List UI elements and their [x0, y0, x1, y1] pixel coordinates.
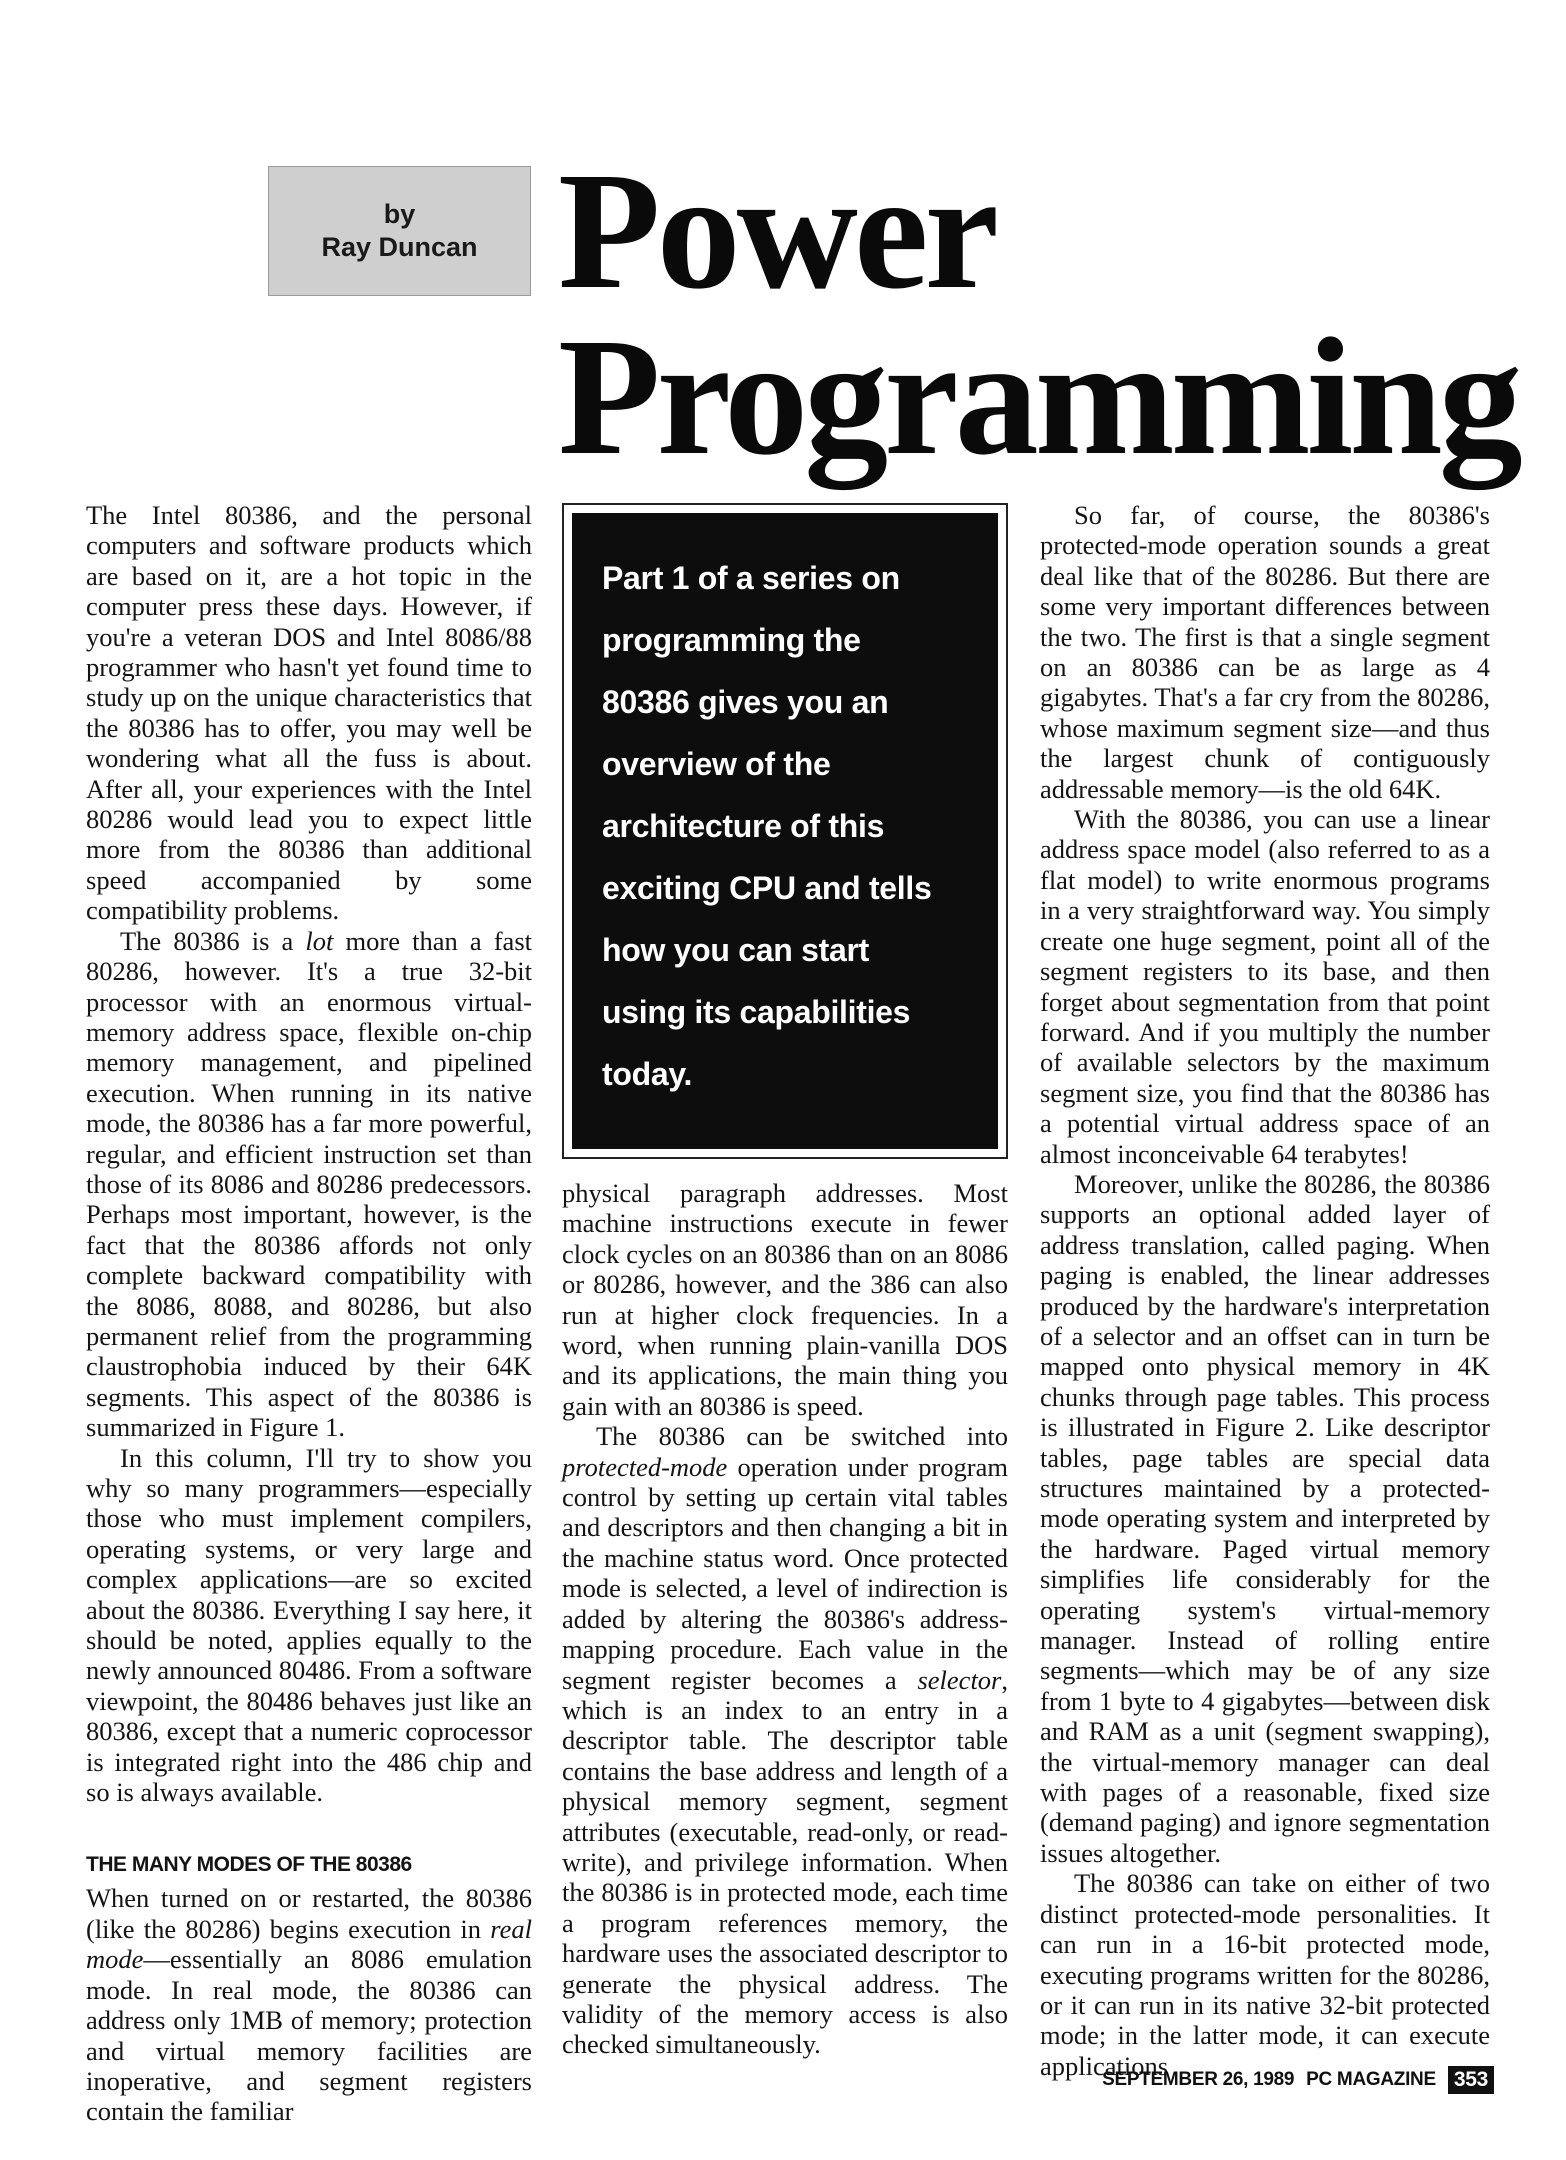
right-paragraph-2: With the 80386, you can use a linear address space model (also referred to as a flat model) to write enormous programs in a very straightforward way. You simply create one huge segment, point all of the segment registers to its base, and then forget about segmentation from that point forward. And if you multiply the number of available selectors by the maximum segment size, you find that the 80386 has a potential virtual address space of an almost inconceivable 64 terabytes! [1040, 804, 1490, 1169]
callout-line: how you can start [602, 932, 869, 968]
middle-p2-text-b: operation under program control by setting up certain vital tables and descriptors and then changing a bit in the machine status word. Once protected mode is selected, a level of indirection is added by altering the 80386's address-mapping procedure. Each value in the segment register becomes a [562, 1451, 1008, 1695]
title-line-1: Power [558, 138, 996, 324]
byline-box [268, 166, 531, 296]
footer-magazine: PC MAGAZINE [1306, 2069, 1436, 2090]
title-line-2: Programming [558, 304, 1519, 490]
callout-frame [562, 503, 1008, 1159]
middle-p2-text-c: , which is an index to an entry in a descriptor table. The descriptor table contains the base address and length of a physical memory segment, segment attributes (executable, read-only, or read-write), and privilege information. When the 80386 is in protected mode, each time a program references memory, the hardware uses the associated descriptor to generate the physical address. The validity of the memory access is also checked simultaneously. [562, 1664, 1008, 2060]
callout-line: using its capabilities [602, 994, 911, 1030]
article-title [558, 138, 1558, 490]
left-p2-text-b: more than a fast 80286, however. It's a true 32-bit processor with an enormous virtual-memory address space, flexible on-chip memory management, and pipelined execution. When running in its native mode, the 80386 has a far more powerful, regular, and efficient instruction set than those of its 8086 and 80286 predecessors. Perhaps most important, however, is the fact that the 80386 affords not only complete backward compatibility with the 8086, 8088, and 80286, but also permanent relief from the programming claustrophobia induced by their 64K segments. This aspect of the 80386 is summarized in Figure 1. [86, 925, 532, 1443]
callout-line: overview of the [602, 746, 831, 782]
byline-author: Ray Duncan [321, 232, 478, 262]
middle-p2-emphasis-2: selector [917, 1664, 1002, 1695]
middle-paragraph-2 [562, 1421, 1008, 2060]
callout-line: today. [602, 1056, 693, 1092]
callout-box [572, 513, 998, 1149]
page-footer [1084, 2060, 1494, 2100]
section-heading: THE MANY MODES OF THE 80386 [86, 1853, 412, 1877]
left-paragraph-3: In this column, I'll try to show you why so many programmers—especially those who must implement compilers, operating systems, or very large and complex applications—are so excited about the 80386. Everything I say here, it should be noted, applies equally to the newly announced 80486. From a software viewpoint, the 80486 behaves just like an 80386, except that a numeric coprocessor is integrated right into the 486 chip and so is always available. [86, 1442, 532, 1808]
left-p2-text-a: The 80386 is a [120, 925, 306, 956]
right-paragraph-3: Moreover, unlike the 80286, the 80386 supports an optional added layer of address translation, called paging. When paging is enabled, the linear addresses produced by the hardware's interpretation of a selector and an offset can in turn be mapped onto physical memory in 4K chunks through page tables. This process is illustrated in Figure 2. Like descriptor tables, page tables are special data structures maintained by a protected-mode operating system and interpreted by the hardware. Paged virtual memory simplifies life considerably for the operating system's virtual-memory manager. Instead of rolling entire segments—which may be of any size from 1 byte to 4 gigabytes—between disk and RAM as a unit (segment swapping), the virtual-memory manager can deal with pages of a reasonable, fixed size (demand paging) and ignore segmentation issues altogether. [1040, 1168, 1490, 1868]
footer-date: SEPTEMBER 26, 1989 [1102, 2069, 1295, 2090]
left-paragraph-2 [86, 926, 532, 1443]
callout-line: programming the [602, 622, 861, 658]
left-p4-text-b: —essentially an 8086 emulation mode. In real mode, the 80386 can address only 1MB of memory; protection and virtual memory facilities are inoperative, and segment registers contain the familiar [86, 1944, 532, 2127]
page-number: 353 [1448, 2066, 1494, 2094]
middle-column [562, 1178, 1008, 2060]
middle-p2-text-a: The 80386 can be switched into [596, 1421, 1008, 1452]
right-paragraph-4: The 80386 can take on either of two distinct protected-mode personalities. It can run in a 16-bit protected mode, executing programs written for the 80286, or it can run in its native 32-bit protected mode; in the latter mode, it can execute applications [1040, 1868, 1490, 2081]
middle-p2-emphasis-1: protected-mode [562, 1451, 728, 1482]
left-column [86, 500, 532, 2127]
left-paragraph-4 [86, 1883, 532, 2126]
byline-by: by [383, 199, 416, 229]
right-paragraph-1: So far, of course, the 80386's protected-mode operation sounds a great deal like that of the 80286. But there are some very important differences between the two. The first is that a single segment on an 80386 can be as large as 4 gigabytes. That's a far cry from the 80286, whose maximum segment size—and thus the largest chunk of contiguously addressable memory—is the old 64K. [1040, 500, 1490, 804]
left-p2-emphasis: lot [305, 925, 334, 956]
callout-line: architecture of this [602, 808, 885, 844]
middle-paragraph-1: physical paragraph addresses. Most machine instructions execute in fewer clock cycles on an 80386 than on an 8086 or 80286, however, and the 386 can also run at higher clock frequencies. In a word, when running plain-vanilla DOS and its applications, the main thing you gain with an 80386 is speed. [562, 1178, 1008, 1421]
callout-line: Part 1 of a series on [602, 560, 900, 596]
left-p4-text-a: When turned on or restarted, the 80386 (like the 80286) begins execution in [86, 1883, 532, 1944]
callout-line: 80386 gives you an [602, 684, 889, 720]
left-paragraph-1: The Intel 80386, and the personal computers and software products which are based on it, are a hot topic in the computer press these days. However, if you're a veteran DOS and Intel 8086/88 programmer who hasn't yet found time to study up on the unique characteristics that the 80386 has to offer, you may well be wondering what all the fuss is about. After all, your experiences with the Intel 80286 would lead you to expect little more from the 80386 than additional speed accompanied by some compatibility problems. [86, 500, 532, 926]
callout-line: exciting CPU and tells [602, 870, 932, 906]
right-column [1040, 500, 1490, 2081]
left-p4-emphasis: real mode [86, 1913, 532, 1975]
